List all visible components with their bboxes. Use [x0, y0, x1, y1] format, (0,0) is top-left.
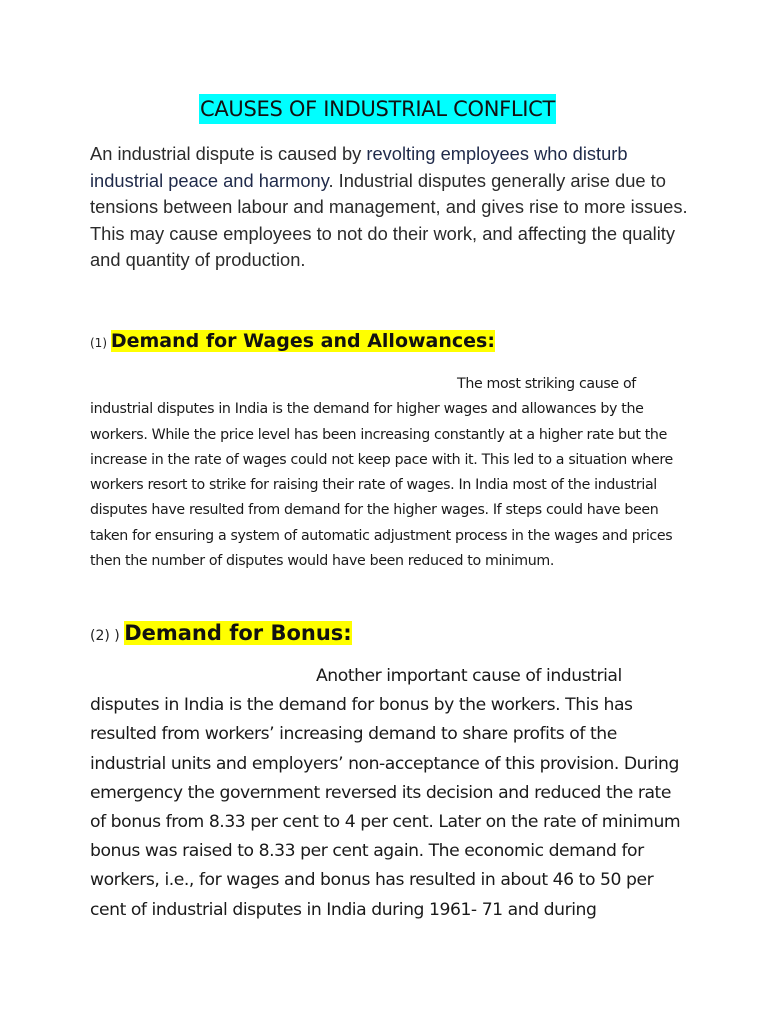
section-body-text: The most striking cause of industrial disputes in India is the demand for higher wages and allowances by the workers. While the price level has been increasing constantly at a higher rate but the increase in the rate of wages could not keep pace with it. This led to a situation where workers resort to strike for raising their rate of wages. In India most of the industrial disputes have resulted from demand for the higher wages. If steps could have been taken for ensuring a system of automatic adjustment process in the wages and prices then the number of disputes would have been reduced to minimum. — [90, 376, 673, 570]
section-body-bonus — [90, 662, 690, 925]
section-heading-bonus — [90, 617, 352, 649]
section-body-text: Another important cause of industrial disputes in India is the demand for bonus by the workers. This has resulted from workers’ increasing demand to share profits of the industrial units and employers’ non-acceptance of this provision. During emergency the government reversed its decision and reduced the rate of bonus from 8.33 per cent to 4 per cent. Later on the rate of minimum bonus was raised to 8.33 per cent again. The economic demand for workers, i.e., for wages and bonus has resulted in about 46 to 50 per cent of industrial disputes in India during 1961- 71 and during — [90, 666, 681, 920]
intro-highlighted-text: revolting employees who disturb industrial peace and harmony — [90, 143, 628, 191]
intro-prefix: An industrial dispute is caused by — [90, 143, 367, 164]
section-body-wages — [90, 372, 690, 574]
section-heading-wages — [90, 327, 495, 355]
section-number: (2) ) — [90, 628, 125, 644]
intro-paragraph — [90, 141, 690, 274]
section-title: Demand for Wages and Allowances: — [110, 330, 495, 352]
section-number: (1) — [90, 336, 111, 350]
section-title: Demand for Bonus: — [124, 621, 352, 645]
intro-suffix: . Industrial disputes generally arise due to tensions between labour and management, and gives rise to more issues. This may cause employees to not do their work, and affecting the quality and quantity of production. — [90, 169, 688, 270]
page-title: CAUSES OF INDUSTRIAL CONFLICT — [199, 94, 556, 124]
